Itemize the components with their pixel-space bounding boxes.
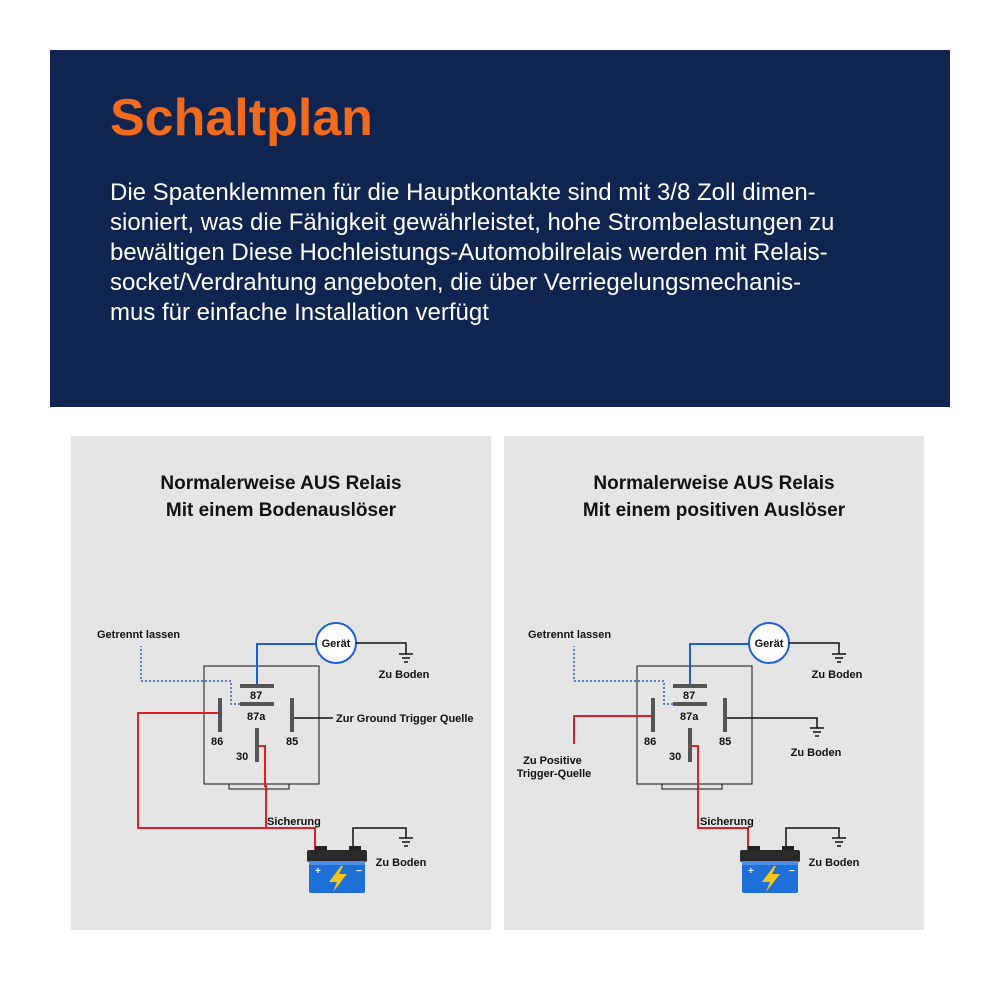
- diagram-title-line: Normalerweise AUS Relais: [160, 473, 402, 494]
- positive-trigger-label-line: Zu Positive: [523, 755, 582, 767]
- relay-base-tab: [662, 784, 722, 789]
- car-battery-icon: [307, 846, 367, 893]
- relay-base-tab: [229, 784, 289, 789]
- fuse-label: Sicherung: [700, 816, 754, 828]
- pin-87a-label: 87a: [680, 711, 699, 723]
- pin-86-label: 86: [644, 736, 657, 748]
- wire-30-to-battery: [692, 746, 748, 850]
- ground-trigger-label: Zur Ground Trigger Quelle: [336, 713, 474, 725]
- pin-86-label: 86: [211, 736, 224, 748]
- positive-trigger-diagram: [504, 436, 924, 930]
- wire-87-to-device: [690, 644, 750, 684]
- terminal-87: [673, 684, 707, 688]
- terminal-87a: [240, 702, 274, 706]
- car-battery-icon: [740, 846, 800, 893]
- diagram-title-line: Mit einem Bodenauslöser: [165, 500, 397, 521]
- wire-86-to-positive-trigger: [574, 716, 651, 744]
- battery-ground-icon: [399, 838, 413, 846]
- pin85-ground-icon: [810, 728, 824, 736]
- terminal-85: [723, 698, 727, 732]
- wire-86-to-battery: [138, 713, 315, 850]
- diagram-title-line: Mit einem positiven Auslöser: [582, 500, 846, 521]
- description-line: Die Spatenklemmen für die Hauptkontakte sind mit 3/8 Zoll dimen-: [110, 179, 816, 206]
- wire-85-to-ground: [727, 718, 817, 728]
- page-title: Schaltplan: [110, 89, 373, 147]
- battery-ground-label: Zu Boden: [808, 857, 860, 869]
- terminal-86: [218, 698, 222, 732]
- pin-30-label: 30: [669, 751, 682, 763]
- device-ground-icon: [399, 654, 413, 662]
- terminal-87a: [673, 702, 707, 706]
- device-label: Gerät: [754, 638, 784, 650]
- pin-85-label: 85: [286, 736, 299, 748]
- positive-trigger-label-line: Trigger-Quelle: [516, 768, 592, 780]
- wiring-diagram: [504, 436, 924, 930]
- pin-87-label: 87: [683, 690, 696, 702]
- wire-device-to-ground: [789, 643, 839, 654]
- fuse-label: Sicherung: [267, 816, 321, 828]
- header-panel: [50, 50, 950, 407]
- device-ground-label: Zu Boden: [378, 669, 430, 681]
- wire-87-to-device: [257, 644, 317, 684]
- pin-87-label: 87: [250, 690, 263, 702]
- leave-open-label: Getrennt lassen: [97, 629, 181, 641]
- description-line: sioniert, was die Fähigkeit gewährleistet, hohe Strombelastungen zu: [110, 209, 835, 236]
- pin-87a-label: 87a: [247, 711, 266, 723]
- svg-text:−: −: [789, 866, 795, 877]
- terminal-87: [240, 684, 274, 688]
- terminal-30: [688, 728, 692, 762]
- device-ground-label: Zu Boden: [811, 669, 863, 681]
- wire-87a-unconnected: [574, 646, 673, 704]
- positive-trigger-label: [517, 755, 592, 780]
- wiring-diagram: [71, 436, 491, 930]
- terminal-30: [255, 728, 259, 762]
- battery-ground-icon: [832, 838, 846, 846]
- device-ground-icon: [832, 654, 846, 662]
- terminal-86: [651, 698, 655, 732]
- device-label: Gerät: [321, 638, 351, 650]
- svg-text:+: +: [315, 866, 321, 877]
- svg-text:+: +: [748, 866, 754, 877]
- svg-text:−: −: [356, 866, 362, 877]
- diagram-title-line: Normalerweise AUS Relais: [593, 473, 835, 494]
- description-line: socket/Verdrahtung angeboten, die über Verriegelungsmechanis-: [110, 269, 802, 296]
- wire-87a-unconnected: [141, 646, 240, 704]
- pin-85-label: 85: [719, 736, 732, 748]
- pin-30-label: 30: [236, 751, 249, 763]
- terminal-85: [290, 698, 294, 732]
- leave-open-label: Getrennt lassen: [528, 629, 612, 641]
- description-line: mus für einfache Installation verfügt: [110, 299, 489, 326]
- header-description: [110, 178, 940, 328]
- ground-trigger-diagram: [71, 436, 491, 930]
- description-line: bewältigen Diese Hochleistungs-Automobilrelais werden mit Relais-: [110, 239, 828, 266]
- wire-device-to-ground: [356, 643, 406, 654]
- pin85-ground-label: Zu Boden: [790, 747, 842, 759]
- battery-ground-label: Zu Boden: [375, 857, 427, 869]
- wire-30-to-fuse: [259, 746, 266, 828]
